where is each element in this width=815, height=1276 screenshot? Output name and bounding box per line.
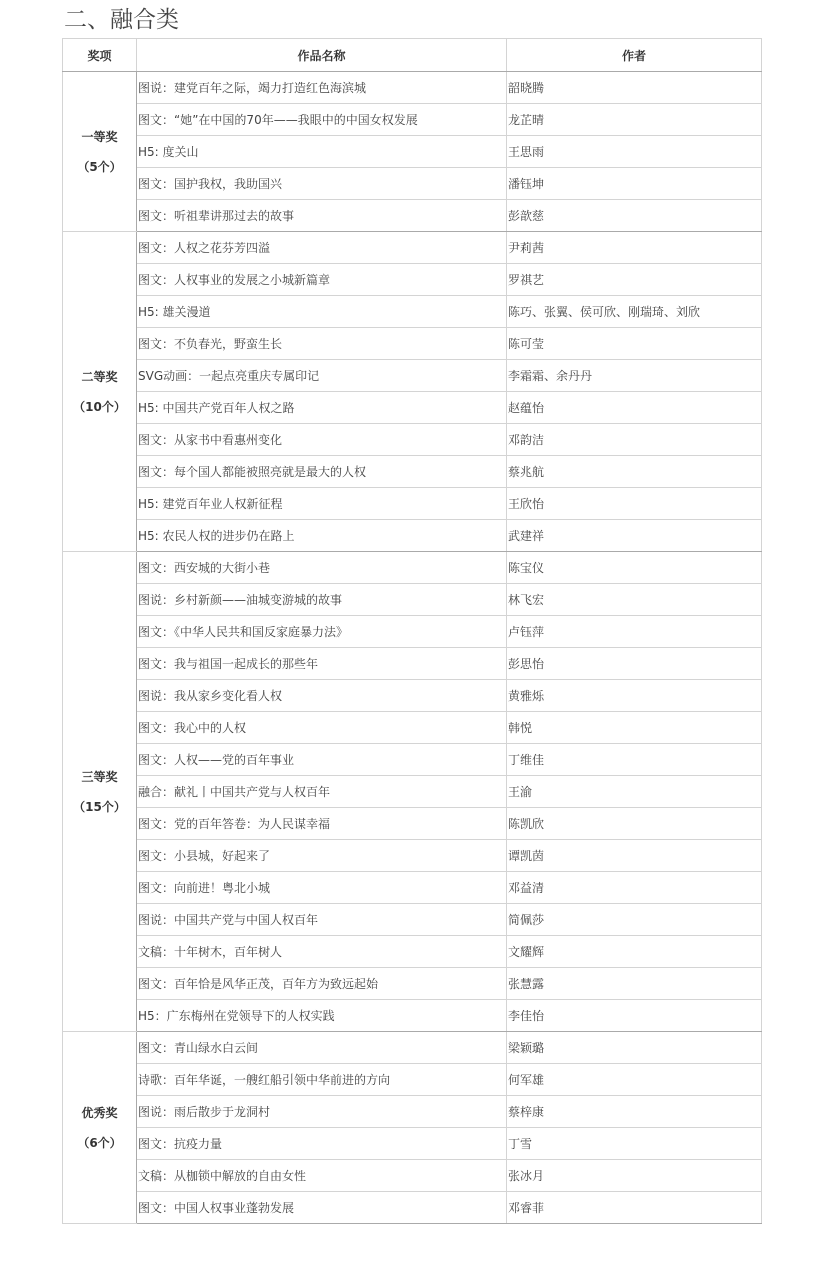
header-grade: 奖项 (63, 39, 137, 72)
work-author: 邓睿菲 (507, 1192, 762, 1224)
work-title: 图文：从家书中看惠州变化 (137, 424, 507, 456)
work-author: 彭思怡 (507, 648, 762, 680)
table-row (63, 296, 762, 328)
work-author: 李霜霜、余丹丹 (507, 360, 762, 392)
work-author: 罗祺艺 (507, 264, 762, 296)
table-row (63, 72, 762, 104)
table-header-row (63, 39, 762, 72)
table-row (63, 712, 762, 744)
award-grade-cell (63, 552, 137, 1032)
work-title: H5: 中国共产党百年人权之路 (137, 392, 507, 424)
table-row (63, 1192, 762, 1224)
work-author: 陈宝仪 (507, 552, 762, 584)
work-author: 黄雅烁 (507, 680, 762, 712)
work-author: 王思雨 (507, 136, 762, 168)
work-author: 丁维佳 (507, 744, 762, 776)
work-title: 图文：每个国人都能被照亮就是最大的人权 (137, 456, 507, 488)
work-title: 图文：我心中的人权 (137, 712, 507, 744)
work-title: SVG动画：一起点亮重庆专属印记 (137, 360, 507, 392)
award-grade-name: 二等奖 (81, 369, 118, 384)
work-title: 图文：党的百年答卷：为人民谋幸福 (137, 808, 507, 840)
table-row (63, 424, 762, 456)
work-title: 图文：《中华人民共和国反家庭暴力法》 (137, 616, 507, 648)
work-title: 图文：人权事业的发展之小城新篇章 (137, 264, 507, 296)
work-title: 图说：中国共产党与中国人权百年 (137, 904, 507, 936)
award-grade-name: 一等奖 (81, 129, 118, 144)
table-row (63, 648, 762, 680)
award-grade-name: 优秀奖 (81, 1105, 118, 1120)
work-title: H5: 农民人权的进步仍在路上 (137, 520, 507, 552)
table-row (63, 616, 762, 648)
table-row (63, 104, 762, 136)
award-grade-count: （5个） (77, 159, 122, 174)
work-author: 彭歆慈 (507, 200, 762, 232)
work-title: 融合：献礼丨中国共产党与人权百年 (137, 776, 507, 808)
work-author: 张慧露 (507, 968, 762, 1000)
work-author: 韶晓腾 (507, 72, 762, 104)
table-row (63, 392, 762, 424)
work-author: 梁颖璐 (507, 1032, 762, 1064)
work-author: 陈巧、张翼、侯可欣、刚瑞琦、刘欣 (507, 296, 762, 328)
award-grade-count: （10个） (73, 399, 126, 414)
award-grade-cell (63, 1032, 137, 1224)
table-row (63, 1096, 762, 1128)
table-row (63, 360, 762, 392)
work-author: 文耀辉 (507, 936, 762, 968)
work-author: 王欣怡 (507, 488, 762, 520)
table-row (63, 328, 762, 360)
work-title: 图说：我从家乡变化看人权 (137, 680, 507, 712)
table-row (63, 840, 762, 872)
table-row (63, 872, 762, 904)
table-row (63, 776, 762, 808)
work-author: 李佳怡 (507, 1000, 762, 1032)
work-author: 邓益清 (507, 872, 762, 904)
section-heading: 二、融合类 (64, 7, 179, 33)
work-author: 张冰月 (507, 1160, 762, 1192)
table-row (63, 1128, 762, 1160)
work-title: 文稿：十年树木，百年树人 (137, 936, 507, 968)
work-author: 林飞宏 (507, 584, 762, 616)
table-row (63, 456, 762, 488)
work-title: 图文：我与祖国一起成长的那些年 (137, 648, 507, 680)
work-author: 赵蕴怡 (507, 392, 762, 424)
table-row (63, 936, 762, 968)
work-title: 文稿：从枷锁中解放的自由女性 (137, 1160, 507, 1192)
table-row (63, 232, 762, 264)
work-author: 陈可莹 (507, 328, 762, 360)
table-row (63, 200, 762, 232)
header-title: 作品名称 (137, 39, 507, 72)
work-title: 图文：小县城，好起来了 (137, 840, 507, 872)
table-row (63, 680, 762, 712)
work-author: 龙芷晴 (507, 104, 762, 136)
table-row (63, 1000, 762, 1032)
table-row (63, 520, 762, 552)
award-grade-cell (63, 232, 137, 552)
table-row (63, 904, 762, 936)
award-grade-count: （15个） (73, 799, 126, 814)
work-title: 图文：“她”在中国的70年——我眼中的中国女权发展 (137, 104, 507, 136)
awards-table-body (63, 72, 762, 1224)
header-author: 作者 (507, 39, 762, 72)
work-title: 图文：百年恰是风华正茂，百年方为致远起始 (137, 968, 507, 1000)
work-author: 王渝 (507, 776, 762, 808)
table-row (63, 136, 762, 168)
table-row (63, 552, 762, 584)
work-title: 图文：人权——党的百年事业 (137, 744, 507, 776)
work-title: H5: 建党百年业人权新征程 (137, 488, 507, 520)
table-row (63, 744, 762, 776)
work-author: 尹莉茜 (507, 232, 762, 264)
table-row (63, 968, 762, 1000)
table-row (63, 1064, 762, 1096)
award-grade-cell (63, 72, 137, 232)
work-author: 潘钰坤 (507, 168, 762, 200)
table-row (63, 808, 762, 840)
work-title: 图文：西安城的大街小巷 (137, 552, 507, 584)
work-title: H5：广东梅州在党领导下的人权实践 (137, 1000, 507, 1032)
work-title: 图文：不负春光，野蛮生长 (137, 328, 507, 360)
work-author: 陈凯欣 (507, 808, 762, 840)
award-grade-count: （6个） (77, 1135, 122, 1150)
work-author: 韩悦 (507, 712, 762, 744)
work-title: 图文：人权之花芬芳四溢 (137, 232, 507, 264)
work-title: 图文：国护我权，我助国兴 (137, 168, 507, 200)
work-title: 图文：听祖辈讲那过去的故事 (137, 200, 507, 232)
award-grade-name: 三等奖 (81, 769, 118, 784)
table-row (63, 1032, 762, 1064)
work-title: 图说：建党百年之际，竭力打造红色海滨城 (137, 72, 507, 104)
work-author: 蔡兆航 (507, 456, 762, 488)
table-row (63, 264, 762, 296)
work-author: 简佩莎 (507, 904, 762, 936)
awards-table (62, 38, 762, 1224)
work-title: 图说：雨后散步于龙洞村 (137, 1096, 507, 1128)
work-title: 图文：青山绿水白云间 (137, 1032, 507, 1064)
table-row (63, 168, 762, 200)
table-row (63, 1160, 762, 1192)
work-author: 谭凯茵 (507, 840, 762, 872)
work-title: 图文：抗疫力量 (137, 1128, 507, 1160)
table-row (63, 488, 762, 520)
work-author: 武建祥 (507, 520, 762, 552)
work-title: 图文：中国人权事业蓬勃发展 (137, 1192, 507, 1224)
work-author: 邓韵洁 (507, 424, 762, 456)
work-title: H5: 雄关漫道 (137, 296, 507, 328)
table-row (63, 584, 762, 616)
work-author: 丁雪 (507, 1128, 762, 1160)
work-author: 卢钰萍 (507, 616, 762, 648)
work-author: 蔡梓康 (507, 1096, 762, 1128)
work-title: 诗歌：百年华诞，一艘红船引领中华前进的方向 (137, 1064, 507, 1096)
work-title: 图说：乡村新颜——油城变游城的故事 (137, 584, 507, 616)
work-title: H5: 度关山 (137, 136, 507, 168)
work-author: 何军雄 (507, 1064, 762, 1096)
work-title: 图文：向前进！粤北小城 (137, 872, 507, 904)
